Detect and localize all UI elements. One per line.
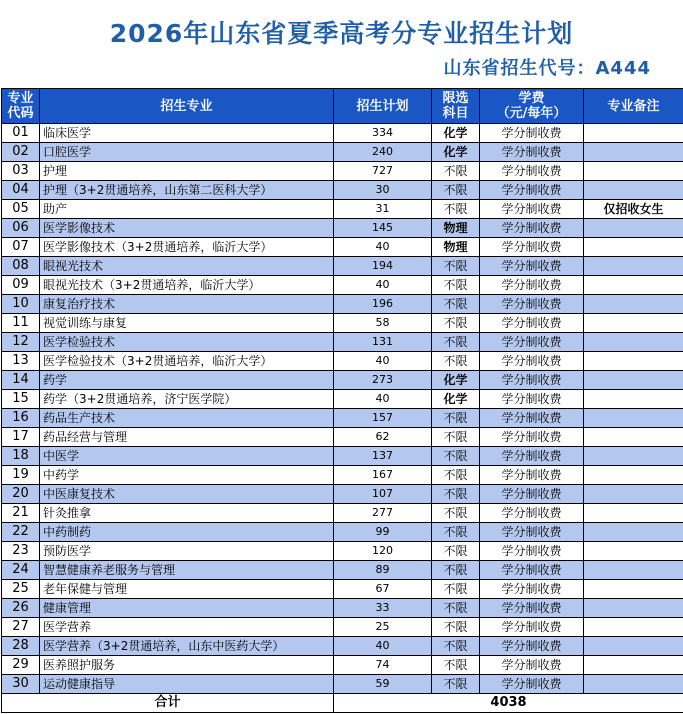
row-plan: 40	[334, 276, 432, 295]
row-plan: 40	[334, 352, 432, 371]
row-major: 老年保健与管理	[40, 580, 334, 599]
table-row	[2, 390, 683, 409]
table-row	[2, 675, 683, 694]
row-major: 中药制药	[40, 523, 334, 542]
row-plan: 107	[334, 485, 432, 504]
row-subject: 不限	[432, 542, 480, 561]
total-value: 4038	[334, 694, 683, 713]
row-code: 20	[2, 485, 40, 504]
table-row	[2, 143, 683, 162]
row-note	[584, 466, 683, 485]
row-subject: 不限	[432, 599, 480, 618]
row-note	[584, 523, 683, 542]
table-row	[2, 238, 683, 257]
row-plan: 40	[334, 390, 432, 409]
row-fee: 学分制收费	[480, 371, 584, 390]
row-fee: 学分制收费	[480, 409, 584, 428]
row-fee: 学分制收费	[480, 447, 584, 466]
table-body	[2, 124, 683, 694]
row-major: 助产	[40, 200, 334, 219]
row-major: 药学	[40, 371, 334, 390]
table-row	[2, 618, 683, 637]
row-subject: 不限	[432, 181, 480, 200]
row-note	[584, 656, 683, 675]
row-plan: 137	[334, 447, 432, 466]
row-subject: 不限	[432, 257, 480, 276]
table-row	[2, 523, 683, 542]
row-plan: 30	[334, 181, 432, 200]
table-row	[2, 352, 683, 371]
row-plan: 31	[334, 200, 432, 219]
row-fee: 学分制收费	[480, 637, 584, 656]
row-code: 03	[2, 162, 40, 181]
row-note	[584, 542, 683, 561]
row-note	[584, 333, 683, 352]
row-subject: 不限	[432, 314, 480, 333]
table-row	[2, 333, 683, 352]
table-row	[2, 295, 683, 314]
row-subject: 不限	[432, 485, 480, 504]
row-fee: 学分制收费	[480, 599, 584, 618]
table-row	[2, 124, 683, 143]
header-plan: 招生计划	[334, 89, 432, 124]
row-subject: 不限	[432, 466, 480, 485]
row-plan: 89	[334, 561, 432, 580]
row-code: 30	[2, 675, 40, 694]
row-note	[584, 637, 683, 656]
row-note	[584, 485, 683, 504]
table-row	[2, 371, 683, 390]
row-fee: 学分制收费	[480, 428, 584, 447]
table-row	[2, 637, 683, 656]
table-row	[2, 219, 683, 238]
row-major: 中药学	[40, 466, 334, 485]
row-major: 护理（3+2贯通培养，山东第二医科大学）	[40, 181, 334, 200]
row-fee: 学分制收费	[480, 675, 584, 694]
row-note	[584, 580, 683, 599]
row-major: 中医学	[40, 447, 334, 466]
row-subject: 不限	[432, 295, 480, 314]
row-subject: 不限	[432, 276, 480, 295]
row-plan: 59	[334, 675, 432, 694]
row-plan: 157	[334, 409, 432, 428]
row-note	[584, 276, 683, 295]
row-major: 药品经营与管理	[40, 428, 334, 447]
table-row	[2, 200, 683, 219]
row-note	[584, 390, 683, 409]
row-subject: 不限	[432, 409, 480, 428]
row-plan: 74	[334, 656, 432, 675]
row-plan: 194	[334, 257, 432, 276]
row-fee: 学分制收费	[480, 466, 584, 485]
row-subject: 化学	[432, 390, 480, 409]
row-plan: 131	[334, 333, 432, 352]
row-code: 12	[2, 333, 40, 352]
row-plan: 120	[334, 542, 432, 561]
row-subject: 不限	[432, 618, 480, 637]
row-fee: 学分制收费	[480, 314, 584, 333]
row-subject: 不限	[432, 675, 480, 694]
row-note	[584, 295, 683, 314]
table-row	[2, 504, 683, 523]
row-subject: 不限	[432, 637, 480, 656]
row-fee: 学分制收费	[480, 295, 584, 314]
row-note	[584, 238, 683, 257]
row-code: 06	[2, 219, 40, 238]
table-row	[2, 561, 683, 580]
total-row	[2, 694, 683, 713]
row-code: 13	[2, 352, 40, 371]
row-subject: 不限	[432, 656, 480, 675]
header-major: 招生专业	[40, 89, 334, 124]
table-row	[2, 162, 683, 181]
row-code: 29	[2, 656, 40, 675]
header-subject: 限选 科目	[432, 89, 480, 124]
row-major: 医学营养（3+2贯通培养，山东中医药大学）	[40, 637, 334, 656]
row-plan: 334	[334, 124, 432, 143]
row-code: 21	[2, 504, 40, 523]
row-note	[584, 352, 683, 371]
row-fee: 学分制收费	[480, 124, 584, 143]
row-major: 医学影像技术（3+2贯通培养，临沂大学）	[40, 238, 334, 257]
row-subject: 不限	[432, 200, 480, 219]
table-header-row	[2, 89, 683, 124]
row-major: 眼视光技术	[40, 257, 334, 276]
row-major: 康复治疗技术	[40, 295, 334, 314]
row-major: 眼视光技术（3+2贯通培养，临沂大学）	[40, 276, 334, 295]
row-subject: 物理	[432, 238, 480, 257]
row-code: 05	[2, 200, 40, 219]
row-subject: 不限	[432, 428, 480, 447]
row-major: 中医康复技术	[40, 485, 334, 504]
row-major: 视觉训练与康复	[40, 314, 334, 333]
row-fee: 学分制收费	[480, 542, 584, 561]
row-major: 运动健康指导	[40, 675, 334, 694]
row-code: 08	[2, 257, 40, 276]
row-subject: 不限	[432, 580, 480, 599]
row-code: 24	[2, 561, 40, 580]
row-subject: 不限	[432, 352, 480, 371]
row-fee: 学分制收费	[480, 523, 584, 542]
row-plan: 145	[334, 219, 432, 238]
row-code: 09	[2, 276, 40, 295]
row-code: 19	[2, 466, 40, 485]
row-plan: 33	[334, 599, 432, 618]
row-plan: 25	[334, 618, 432, 637]
row-plan: 99	[334, 523, 432, 542]
row-subject: 化学	[432, 143, 480, 162]
row-subject: 不限	[432, 504, 480, 523]
row-code: 15	[2, 390, 40, 409]
row-major: 医学检验技术（3+2贯通培养，临沂大学）	[40, 352, 334, 371]
row-major: 针灸推拿	[40, 504, 334, 523]
table-row	[2, 276, 683, 295]
row-major: 医学影像技术	[40, 219, 334, 238]
row-major: 药品生产技术	[40, 409, 334, 428]
row-code: 16	[2, 409, 40, 428]
row-code: 14	[2, 371, 40, 390]
row-note	[584, 124, 683, 143]
row-fee: 学分制收费	[480, 181, 584, 200]
row-fee: 学分制收费	[480, 352, 584, 371]
row-note: 仅招收女生	[584, 200, 683, 219]
header-code: 专业 代码	[2, 89, 40, 124]
row-note	[584, 181, 683, 200]
row-fee: 学分制收费	[480, 485, 584, 504]
row-code: 01	[2, 124, 40, 143]
row-subject: 不限	[432, 162, 480, 181]
row-note	[584, 371, 683, 390]
row-code: 27	[2, 618, 40, 637]
row-code: 26	[2, 599, 40, 618]
row-plan: 58	[334, 314, 432, 333]
row-plan: 167	[334, 466, 432, 485]
row-fee: 学分制收费	[480, 162, 584, 181]
row-note	[584, 675, 683, 694]
row-fee: 学分制收费	[480, 219, 584, 238]
row-fee: 学分制收费	[480, 504, 584, 523]
row-note	[584, 504, 683, 523]
row-code: 10	[2, 295, 40, 314]
row-fee: 学分制收费	[480, 143, 584, 162]
row-plan: 40	[334, 637, 432, 656]
row-major: 医学营养	[40, 618, 334, 637]
row-code: 22	[2, 523, 40, 542]
table-row	[2, 580, 683, 599]
table-row	[2, 656, 683, 675]
row-code: 07	[2, 238, 40, 257]
row-note	[584, 257, 683, 276]
row-major: 护理	[40, 162, 334, 181]
row-plan: 273	[334, 371, 432, 390]
row-subject: 化学	[432, 371, 480, 390]
row-subject: 化学	[432, 124, 480, 143]
header-fee: 学费 （元/每年）	[480, 89, 584, 124]
row-note	[584, 314, 683, 333]
row-note	[584, 143, 683, 162]
row-note	[584, 447, 683, 466]
row-code: 18	[2, 447, 40, 466]
row-major: 医养照护服务	[40, 656, 334, 675]
row-code: 25	[2, 580, 40, 599]
row-plan: 277	[334, 504, 432, 523]
row-note	[584, 599, 683, 618]
row-fee: 学分制收费	[480, 333, 584, 352]
row-plan: 240	[334, 143, 432, 162]
row-fee: 学分制收费	[480, 656, 584, 675]
row-major: 药学（3+2贯通培养，济宁医学院）	[40, 390, 334, 409]
row-plan: 196	[334, 295, 432, 314]
row-note	[584, 618, 683, 637]
row-fee: 学分制收费	[480, 580, 584, 599]
row-plan: 67	[334, 580, 432, 599]
row-note	[584, 162, 683, 181]
total-label: 合计	[2, 694, 334, 713]
row-note	[584, 561, 683, 580]
table-row	[2, 447, 683, 466]
enrollment-table	[1, 88, 683, 713]
table-row	[2, 599, 683, 618]
row-plan: 727	[334, 162, 432, 181]
row-fee: 学分制收费	[480, 276, 584, 295]
row-major: 健康管理	[40, 599, 334, 618]
row-subject: 不限	[432, 447, 480, 466]
row-subject: 不限	[432, 523, 480, 542]
table-row	[2, 466, 683, 485]
row-code: 02	[2, 143, 40, 162]
row-fee: 学分制收费	[480, 618, 584, 637]
row-code: 23	[2, 542, 40, 561]
row-code: 28	[2, 637, 40, 656]
row-major: 临床医学	[40, 124, 334, 143]
row-code: 17	[2, 428, 40, 447]
row-subject: 不限	[432, 333, 480, 352]
row-fee: 学分制收费	[480, 200, 584, 219]
row-plan: 62	[334, 428, 432, 447]
page-title: 2026年山东省夏季高考分专业招生计划	[109, 19, 574, 48]
row-major: 口腔医学	[40, 143, 334, 162]
row-fee: 学分制收费	[480, 561, 584, 580]
table-row	[2, 181, 683, 200]
table-row	[2, 428, 683, 447]
table-row	[2, 542, 683, 561]
table-row	[2, 257, 683, 276]
row-major: 预防医学	[40, 542, 334, 561]
table-row	[2, 314, 683, 333]
table-row	[2, 409, 683, 428]
row-fee: 学分制收费	[480, 390, 584, 409]
row-note	[584, 219, 683, 238]
row-major: 医学检验技术	[40, 333, 334, 352]
table-row	[2, 485, 683, 504]
row-subject: 物理	[432, 219, 480, 238]
row-note	[584, 409, 683, 428]
row-code: 11	[2, 314, 40, 333]
header-note: 专业备注	[584, 89, 683, 124]
row-note	[584, 428, 683, 447]
row-subject: 不限	[432, 561, 480, 580]
row-major: 智慧健康养老服务与管理	[40, 561, 334, 580]
row-fee: 学分制收费	[480, 238, 584, 257]
row-fee: 学分制收费	[480, 257, 584, 276]
row-code: 04	[2, 181, 40, 200]
enrollment-code: 山东省招生代号：A444	[443, 58, 651, 79]
row-plan: 40	[334, 238, 432, 257]
